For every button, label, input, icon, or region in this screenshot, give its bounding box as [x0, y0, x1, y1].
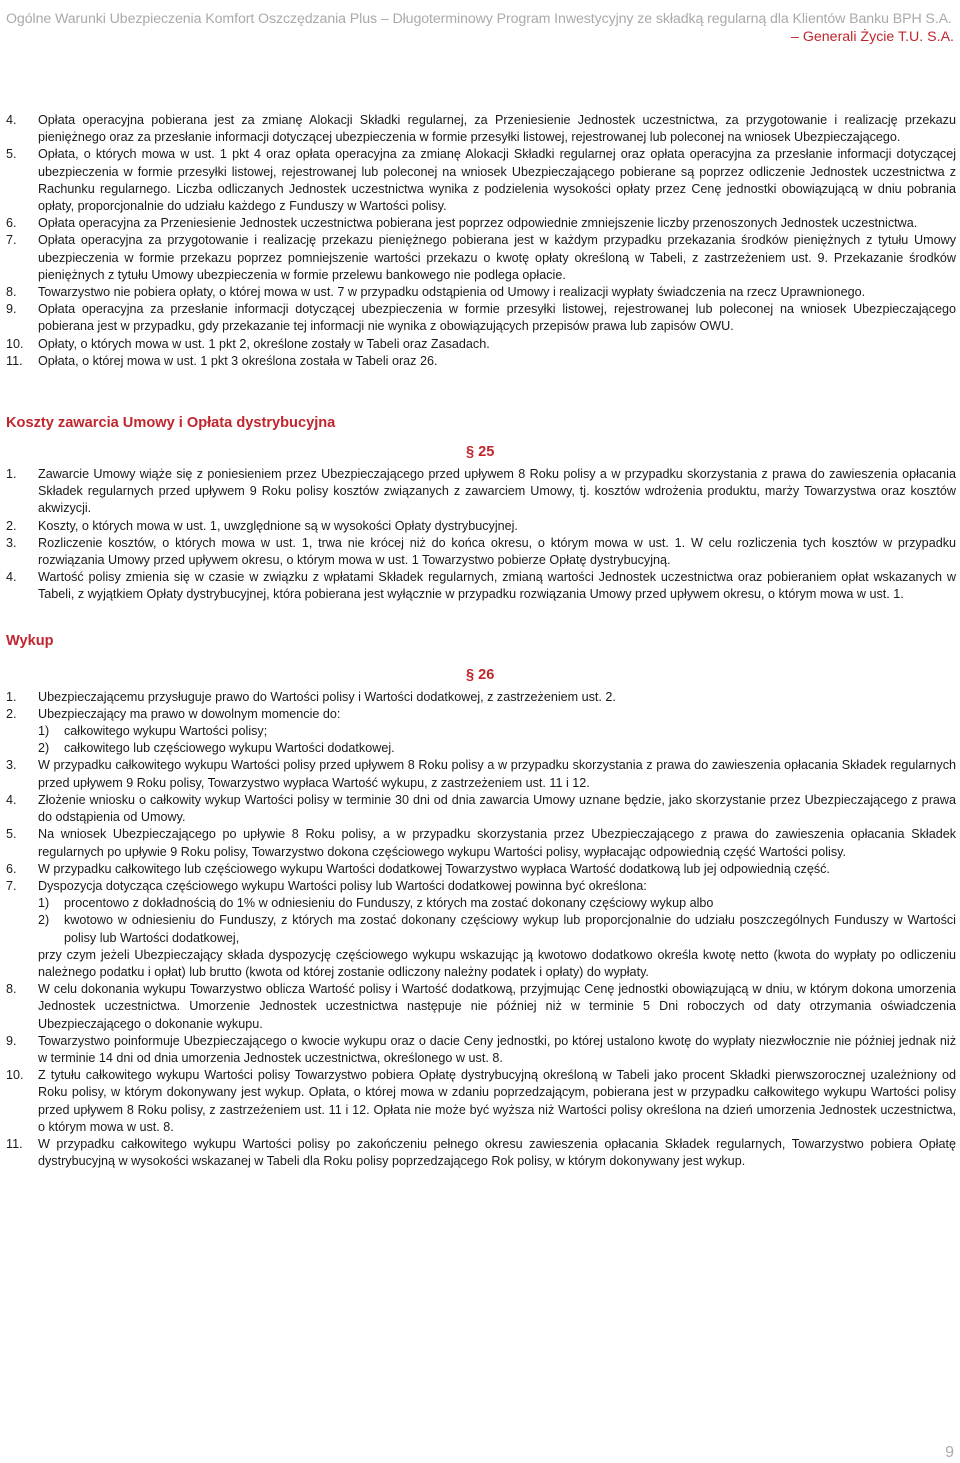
previous-section-list — [6, 112, 956, 370]
list-item — [6, 353, 956, 370]
list-item — [6, 215, 956, 232]
sub-list-item — [38, 912, 956, 946]
item-number: 4. — [6, 792, 17, 807]
document-header — [6, 10, 954, 46]
item-text: Opłata, o której mowa w ust. 1 pkt 3 określona została w Tabeli oraz 26. — [38, 353, 438, 368]
item-number: 6. — [6, 861, 17, 876]
item-number: 1. — [6, 467, 17, 482]
list-item — [6, 981, 956, 1033]
item-text: Towarzystwo nie pobiera opłaty, o której mowa w ust. 7 w przypadku odstąpienia od Umowy i realizacji wypłaty świadczenia na rzecz Uprawnionego. — [38, 285, 866, 300]
item-number: 5. — [6, 827, 17, 842]
item-number: 10. — [6, 336, 24, 351]
list-item — [6, 1033, 956, 1067]
item-number: 1. — [6, 689, 17, 704]
list-item — [6, 1136, 956, 1170]
sub-item-text: całkowitego lub częściowego wykupu Wartości dodatkowej. — [64, 741, 395, 756]
sub-list-item — [38, 723, 956, 740]
list-item — [6, 336, 956, 353]
list-item — [6, 878, 956, 981]
section-title-wykup: Wykup — [6, 632, 54, 649]
list-item — [6, 706, 956, 758]
item-number: 4. — [6, 570, 17, 585]
item-text: W przypadku całkowitego wykupu Wartości polisy przed upływem 8 Roku polisy a w przypadku skorzystania z prawa do zawieszenia opłacania Składek regularnych przed upływem 9 Roku polisy, Towarzystwo wypłaca Wartość wykupu, z zastrzeżeniem ust. 11 i 12. — [38, 758, 956, 790]
page-number: 9 — [945, 1444, 954, 1461]
item-number: 4. — [6, 113, 17, 127]
sub-item-number: 2) — [38, 741, 50, 756]
item-text: Opłaty, o których mowa w ust. 1 pkt 2, określone zostały w Tabeli oraz Zasadach. — [38, 336, 490, 351]
item-text: W przypadku całkowitego lub częściowego wykupu Wartości dodatkowej Towarzystwo wypłaca Wartość dodatkową lub jej odpowiednią część. — [38, 861, 830, 876]
list-item — [6, 284, 956, 301]
header-title-line1: Ogólne Warunki Ubezpieczenia Komfort Oszczędzania Plus – Długoterminowy Program Inwestycyjny ze składką regularną dla Klientów Banku BPH S.A. — [6, 11, 952, 27]
sub-item-text: procentowo z dokładnością do 1% w odniesieniu do Funduszy, z których ma zostać dokonany częściowy wykup albo — [64, 896, 714, 911]
item-number: 3. — [6, 535, 17, 550]
sub-item-text: całkowitego wykupu Wartości polisy; — [64, 724, 268, 739]
item-number: 9. — [6, 1033, 17, 1048]
item-number: 11. — [6, 353, 23, 368]
sub-item-number: 1) — [38, 896, 50, 911]
item-number: 9. — [6, 302, 17, 317]
item-text: Opłata operacyjna za Przeniesienie Jednostek uczestnictwa pobierana jest poprzez odpowiednie zmniejszenie liczby przenoszonych Jednostek uczestnictwa. — [38, 216, 918, 231]
list-item — [6, 826, 956, 860]
item-text: Towarzystwo poinformuje Ubezpieczającego o kwocie wykupu oraz o dacie Ceny jednostki, po której ustalono kwotę do wypłaty niezwłocznie nie później jednak niż w terminie 14 dni od dnia umorzenia Jednostek uczestnictwa, określonego w ust. 8. — [38, 1033, 956, 1065]
item-number: 6. — [6, 216, 17, 231]
item-number: 7. — [6, 878, 17, 893]
item-text: Z tytułu całkowitego wykupu Wartości polisy Towarzystwo pobiera Opłatę dystrybucyjną określoną w Tabeli jako procent Składki pierwszorocznej uzależniony od Roku polisy, w którym dokonywany jest wykup. Opłata, o której mowa w zdaniu poprzedzającym, pobierana jest w przypadku całkowitego wykupu Wartości polisy przed upływem 8 Roku polisy, z zastrzeżeniem ust. 11 i 12. Opłata nie może być wyższa niż Wartości polisy określona na dzień umorzenia Jednostek uczestnictwa, o którym mowa w ust. 8. — [38, 1068, 956, 1134]
sub-list-item — [38, 740, 956, 757]
item-text: Opłata operacyjna za przesłanie informacji dotyczącej ubezpieczenia w formie przesyłki listowej, rejestrowanej lub poleconej na wniosek Ubezpieczającego pobierana jest w przypadku, gdy przekazanie tej informacji nie wynika z obowiązujących przepisów prawa lub zapisów OWU. — [38, 302, 956, 334]
item-number: 8. — [6, 982, 17, 997]
item-number: 2. — [6, 706, 17, 721]
item-text: Ubezpieczającemu przysługuje prawo do Wartości polisy i Wartości dodatkowej, z zastrzeżeniem ust. 2. — [38, 689, 616, 704]
item-text: Na wniosek Ubezpieczającego po upływie 8 Roku polisy, a w przypadku skorzystania przez Ubezpieczającego z prawa do zawieszenia opłacania Składek regularnych po upływie 9 Roku polisy, Towarzystwo dokona częściowego wykupu Wartości polisy, wypłacając odpowiednią część Wartości polisy. — [38, 827, 956, 859]
list-item — [6, 232, 956, 284]
sub-item-number: 1) — [38, 724, 50, 739]
item-text: Ubezpieczający ma prawo w dowolnym momencie do: — [38, 706, 341, 721]
header-title-line2: – Generali Życie T.U. S.A. — [791, 29, 954, 45]
item-text: W celu dokonania wykupu Towarzystwo oblicza Wartość polisy i Wartość dodatkową, przyjmując Cenę jednostki obowiązującą w dniu, w którym dokona umorzenia Jednostek uczestnictwa. Umorzenie Jednostek uczestnictwa następuje nie później niż w terminie 5 Dni roboczych od daty otrzymania oświadczenia Ubezpieczającego o dokonanie wykupu. — [38, 982, 956, 1031]
item-text: Opłata operacyjna za przygotowanie i realizację przekazu pieniężnego pobierana jest w każdym przypadku przekazania środków pieniężnych z tytułu Umowy ubezpieczenia w formie przekazu poprzez pomniejszenie wartości przekazu o kwotę opłaty określoną w Tabeli, z zastrzeżeniem ust. 9. Przekazanie środków pieniężnych z tytułu Umowy ubezpieczenia w formie przelewu bankowego nie podlega opłacie. — [38, 233, 956, 282]
item-continuation-text: przy czym jeżeli Ubezpieczający składa dyspozycję częściowego wykupu wskazując ją kwotowo dodatkowo określa kwotę netto (kwota do wypłaty po odliczeniu należnego podatku i opłat) lub brutto (kwota od której zostanie odliczony należny podatek i opłaty) do wypłaty. — [38, 947, 956, 979]
item-text: W przypadku całkowitego wykupu Wartości polisy po zakończeniu pełnego okresu zawieszenia opłacania Składek regularnych, Towarzystwo pobiera Opłatę dystrybucyjną w wysokości wskazanej w Tabeli dla Roku polisy poprzedzającego Rok polisy, w którym dokonywany jest wykup. — [38, 1136, 956, 1169]
item-number: 7. — [6, 233, 17, 248]
list-item — [6, 792, 956, 826]
item-text: Zawarcie Umowy wiąże się z poniesieniem przez Ubezpieczającego przed upływem 8 Roku polisy a w przypadku skorzystania z prawa do zawieszenia opłacania Składek regularnych przed upływem 9 Roku polisy kosztów związanych z zawarciem Umowy, tj. kosztów wdrożenia produktu, marży Towarzystwa oraz kosztów akwizycji. — [38, 467, 956, 516]
item-number: 8. — [6, 285, 17, 300]
list-item — [6, 757, 956, 791]
item-number: 10. — [6, 1068, 24, 1083]
list-item — [6, 861, 956, 878]
sub-item-text: kwotowo w odniesieniu do Funduszy, z których ma zostać dokonany częściowy wykup lub proporcjonalnie do udziału poszczególnych Funduszy w Wartości polisy lub Wartości dodatkowej, — [64, 913, 956, 945]
list-item — [6, 112, 956, 146]
list-item — [6, 301, 956, 335]
list-item — [6, 689, 956, 706]
paragraph-number-26: § 26 — [466, 666, 495, 683]
item-text: Dyspozycja dotycząca częściowego wykupu Wartości polisy lub Wartości dodatkowej powinna być określona: — [38, 878, 647, 893]
list-item — [6, 1067, 956, 1136]
item-text: Wartość polisy zmienia się w czasie w związku z wpłatami Składek regularnych, zmianą wartości Jednostek uczestnictwa oraz pobieraniem opłat wskazanych w Tabeli, z wyjątkiem Opłaty dystrybucyjnej, która pobierana jest wyłącznie w przypadku rozwiązania Umowy przed upływem okresu, o którym mowa w ust. 1. — [38, 570, 956, 602]
item-text: Opłata operacyjna pobierana jest za zmianę Alokacji Składki regularnej, za Przeniesienie Jednostek uczestnictwa, za przygotowanie i realizację przekazu pieniężnego oraz za przesłanie informacji dotyczącej ubezpieczenia w formie przesyłki listowej, rejestrowanej lub poleconej na wniosek Ubezpieczającego. — [38, 113, 956, 145]
list-item — [6, 146, 956, 215]
item-text: Złożenie wniosku o całkowity wykup Wartości polisy w terminie 30 dni od dnia zawarcia Umowy uznane będzie, jako skorzystanie przez Ubezpieczającego z prawa do odstąpienia od Umowy. — [38, 792, 956, 825]
paragraph-number-25: § 25 — [466, 444, 495, 461]
section-wykup-list — [6, 689, 956, 1171]
sub-item-number: 2) — [38, 913, 50, 928]
list-item — [6, 466, 956, 518]
item-number: 5. — [6, 147, 17, 162]
list-item — [6, 518, 956, 535]
item-number: 2. — [6, 518, 17, 533]
section-title-koszty: Koszty zawarcia Umowy i Opłata dystrybucyjna — [6, 415, 336, 432]
item-text: Rozliczenie kosztów, o których mowa w ust. 1, trwa nie krócej niż do końca okresu, o którym mowa w ust. 1. W celu rozliczenia tych kosztów w przypadku rozwiązania Umowy przed upływem okresu, o którym mowa w ust. 1 Towarzystwo pobierze Opłatę dystrybucyjną. — [38, 535, 956, 568]
item-text: Koszty, o których mowa w ust. 1, uwzględnione są w wysokości Opłaty dystrybucyjnej. — [38, 518, 518, 533]
item-text: Opłata, o których mowa w ust. 1 pkt 4 oraz opłata operacyjna za zmianę Alokacji Składki regularnej oraz opłata operacyjna za przesłanie informacji dotyczącej ubezpieczenia w formie przesyłki listowej, rejestrowanej lub poleconej na wniosek Ubezpieczającego pobierane są poprzez odliczenie Jednostek uczestnictwa z Rachunku regularnego. Liczba odliczanych Jednostek uczestnictwa wynika z podzielenia wysokości opłaty przez Cenę jednostki obowiązującą w dniu pobrania opłaty, proporcjonalnie do udziału każdego z Funduszy w Wartości polisy. — [38, 147, 956, 214]
sub-list-item — [38, 895, 956, 912]
item-number: 11. — [6, 1136, 23, 1151]
item-number: 3. — [6, 758, 17, 773]
list-item — [6, 569, 956, 603]
list-item — [6, 535, 956, 569]
section-koszty-list — [6, 466, 956, 604]
document-body — [6, 112, 956, 1170]
